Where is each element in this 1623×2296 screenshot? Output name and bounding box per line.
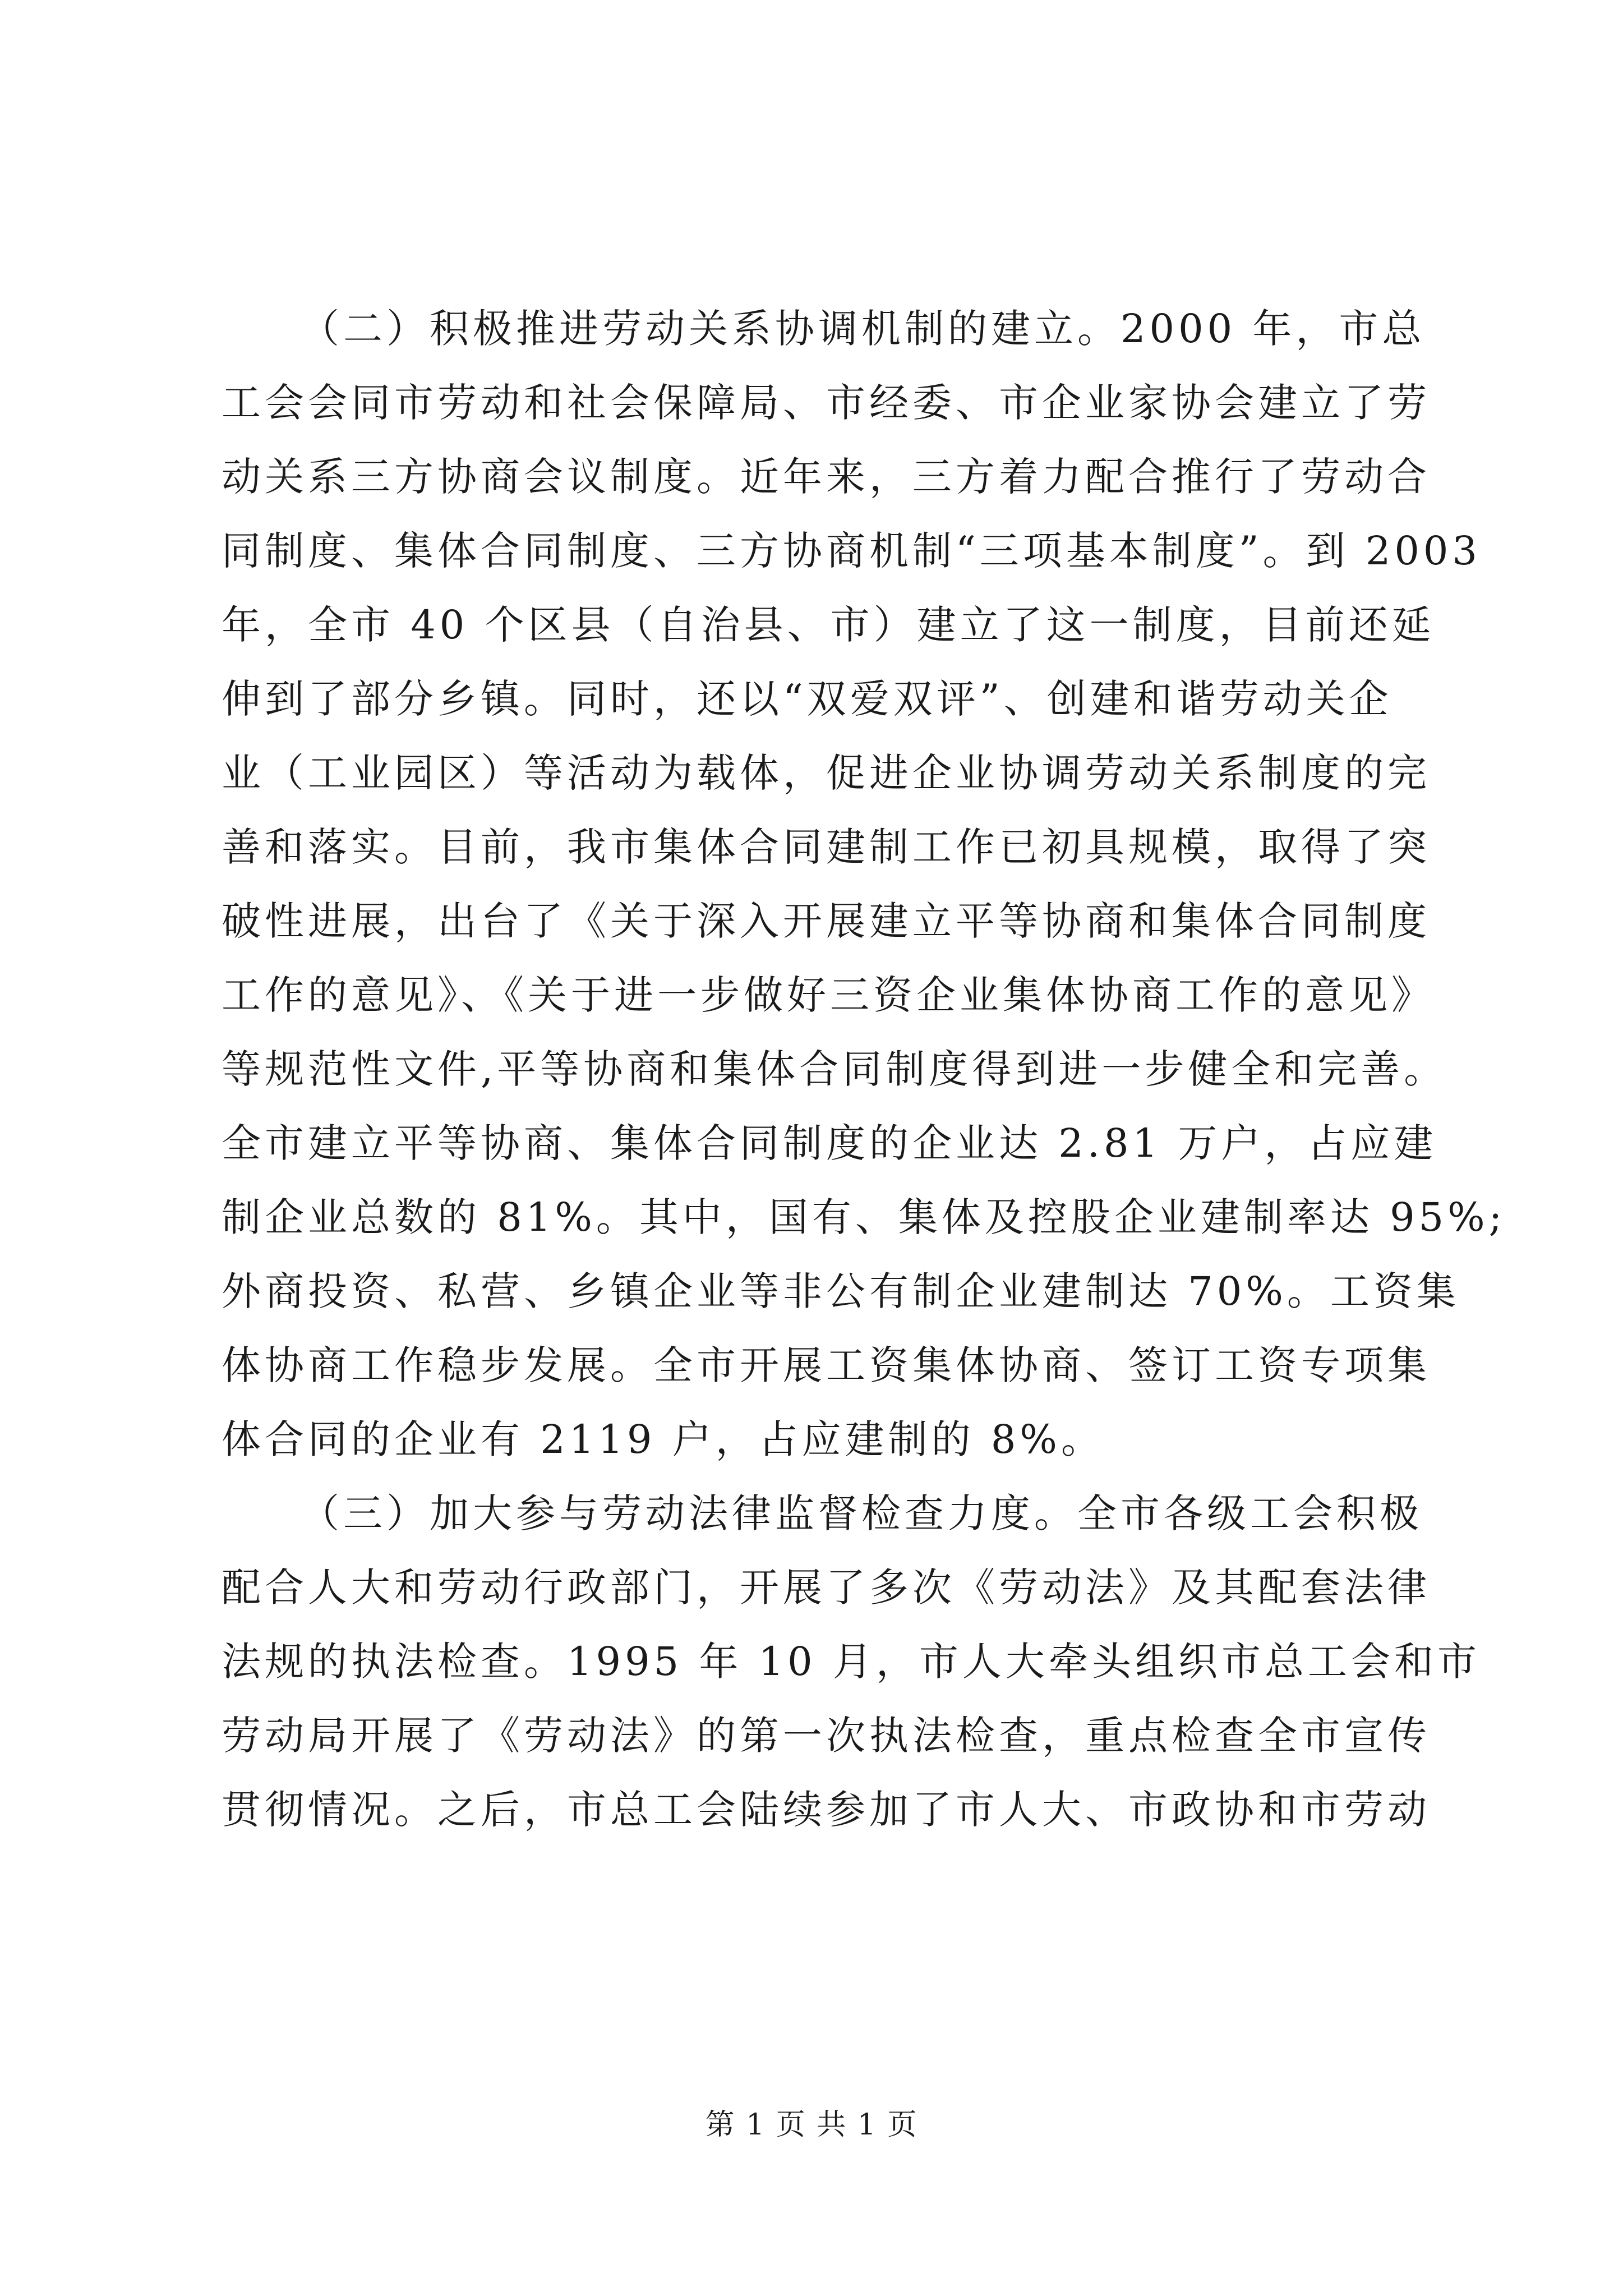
paragraph-line: 法规的执法检查。1995 年 10 月，市人大牵头组织市总工会和市	[222, 1639, 1481, 1685]
paragraph-line: 善和落实。目前，我市集体合同建制工作已初具规模，取得了突	[222, 824, 1431, 870]
paragraph-line: 外商投资、私营、乡镇企业等非公有制企业建制达 70%。工资集	[222, 1268, 1460, 1314]
paragraph-line: 同制度、集体合同制度、三方协商机制“三项基本制度”。到 2003	[222, 528, 1481, 574]
paragraph-line: 等规范性文件,平等协商和集体合同制度得到进一步健全和完善。	[222, 1046, 1447, 1092]
paragraph-line: 伸到了部分乡镇。同时，还以“双爱双评”、创建和谐劳动关企	[222, 676, 1393, 722]
paragraph-line: （三）加大参与劳动法律监督检查力度。全市各级工会积极	[300, 1490, 1423, 1536]
paragraph-line: 配合人大和劳动行政部门，开展了多次《劳动法》及其配套法律	[222, 1565, 1431, 1611]
paragraph-line: 体协商工作稳步发展。全市开展工资集体协商、签订工资专项集	[222, 1342, 1431, 1388]
paragraph-line: 动关系三方协商会议制度。近年来，三方着力配合推行了劳动合	[222, 454, 1431, 500]
paragraph-line: 工会会同市劳动和社会保障局、市经委、市企业家协会建立了劳	[222, 380, 1431, 426]
paragraph-line: 制企业总数的 81%。其中，国有、集体及控股企业建制率达 95%;	[222, 1194, 1506, 1240]
paragraph-line: 破性进展，出台了《关于深入开展建立平等协商和集体合同制度	[222, 898, 1431, 944]
page-number-label: 第 1 页 共 1 页	[705, 2108, 918, 2142]
paragraph-line: 全市建立平等协商、集体合同制度的企业达 2.81 万户，占应建	[222, 1120, 1437, 1166]
page-footer	[0, 2101, 1623, 2143]
paragraph-line: 业（工业园区）等活动为载体，促进企业协调劳动关系制度的完	[222, 750, 1431, 796]
paragraph-line: 工作的意见》、《关于进一步做好三资企业集体协商工作的意见》	[222, 972, 1435, 1018]
paragraph-line: （二）积极推进劳动关系协调机制的建立。2000 年，市总	[300, 306, 1426, 352]
paragraph-line: 贯彻情况。之后，市总工会陆续参加了市人大、市政协和市劳动	[222, 1787, 1431, 1833]
paragraph-line: 劳动局开展了《劳动法》的第一次执法检查，重点检查全市宣传	[222, 1713, 1431, 1759]
body-text	[222, 292, 1506, 1847]
paragraph-line: 年，全市 40 个区县（自治县、市）建立了这一制度，目前还延	[222, 602, 1435, 648]
paragraph-line: 体合同的企业有 2119 户，占应建制的 8%。	[222, 1416, 1104, 1462]
